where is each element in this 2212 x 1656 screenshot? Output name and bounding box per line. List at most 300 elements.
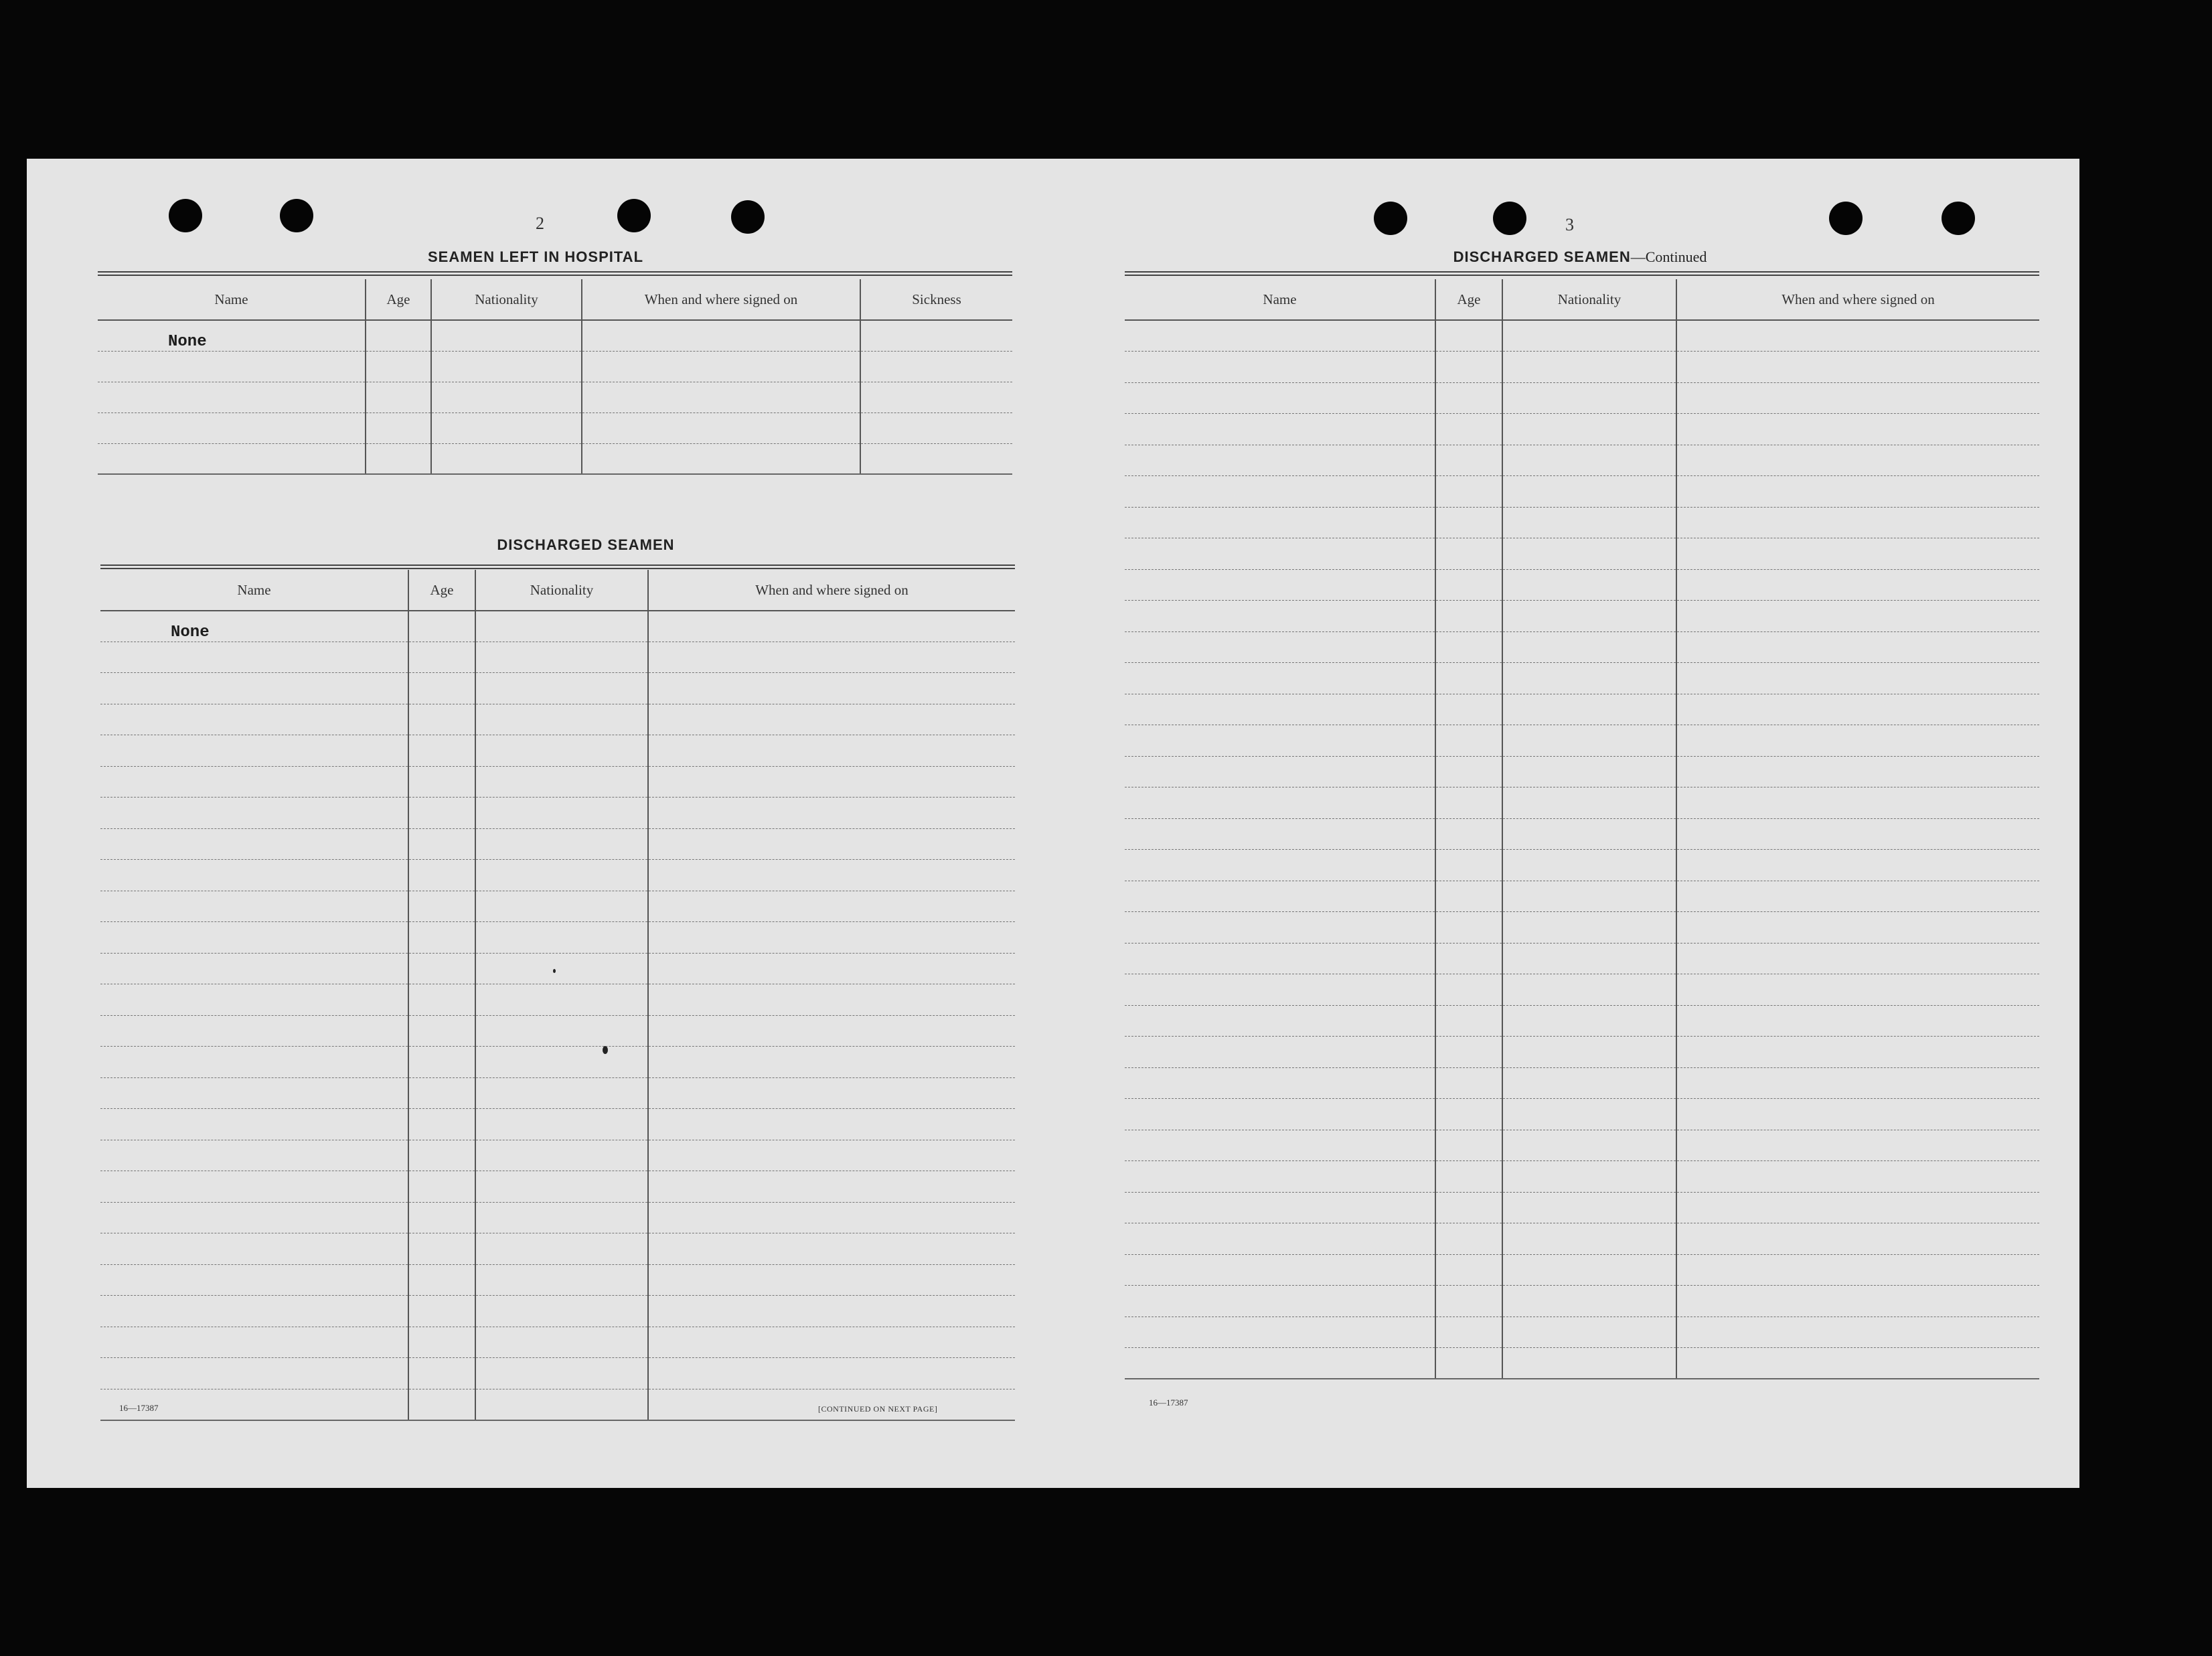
table-cell xyxy=(475,1264,648,1296)
table-row xyxy=(100,1233,1015,1265)
table-cell xyxy=(1125,538,1435,570)
table-cell xyxy=(475,984,648,1016)
column-header-name: Name xyxy=(98,279,366,320)
table-cell xyxy=(100,1358,408,1389)
table-cell xyxy=(1125,881,1435,912)
table-cell xyxy=(1125,1286,1435,1317)
table-cell xyxy=(475,1015,648,1047)
table-row xyxy=(1125,1286,2039,1317)
discharged-top-rule xyxy=(100,564,1015,569)
table-row xyxy=(100,953,1015,984)
table-row xyxy=(1125,569,2039,601)
table-row xyxy=(1125,1348,2039,1379)
table-cell xyxy=(1125,1254,1435,1286)
table-cell xyxy=(1435,1130,1502,1161)
table-cell xyxy=(1435,538,1502,570)
table-cell xyxy=(648,1358,1015,1389)
table-cell xyxy=(648,828,1015,860)
table-cell xyxy=(1125,1037,1435,1068)
table-cell xyxy=(475,704,648,735)
page-number-left: 2 xyxy=(536,214,544,233)
table-row xyxy=(1125,601,2039,632)
table-cell xyxy=(475,891,648,922)
punch-hole xyxy=(169,199,202,232)
table-cell xyxy=(1676,414,2039,445)
table-cell xyxy=(1125,569,1435,601)
table-row xyxy=(100,922,1015,954)
table-cell xyxy=(1676,507,2039,538)
table-cell xyxy=(1676,601,2039,632)
table-cell xyxy=(1435,943,1502,974)
table-cell xyxy=(1502,725,1676,757)
table-cell xyxy=(1435,725,1502,757)
table-cell xyxy=(475,922,648,954)
table-cell xyxy=(1125,1316,1435,1348)
table-row xyxy=(1125,912,2039,944)
table-row xyxy=(100,891,1015,922)
table-row xyxy=(100,828,1015,860)
table-cell xyxy=(475,735,648,767)
table-cell xyxy=(408,1140,475,1171)
table-cell xyxy=(475,798,648,829)
table-cell xyxy=(1502,1286,1676,1317)
table-cell xyxy=(648,798,1015,829)
punch-hole xyxy=(731,200,765,234)
table-cell xyxy=(1502,1037,1676,1068)
table-cell xyxy=(1502,850,1676,881)
table-cell xyxy=(1125,663,1435,694)
table-cell xyxy=(648,1264,1015,1296)
table-cell xyxy=(408,828,475,860)
table-row xyxy=(100,860,1015,891)
table-cell xyxy=(648,922,1015,954)
table-cell xyxy=(100,1047,408,1078)
table-cell xyxy=(648,1202,1015,1233)
table-cell xyxy=(1125,1067,1435,1099)
table-cell xyxy=(475,1358,648,1389)
table-cell xyxy=(1502,320,1676,352)
table-cell xyxy=(648,673,1015,704)
table-cell xyxy=(1502,507,1676,538)
table-cell xyxy=(1435,881,1502,912)
table-cell xyxy=(1502,476,1676,508)
table-cell xyxy=(1676,1192,2039,1223)
table-cell xyxy=(408,735,475,767)
table-row xyxy=(1125,943,2039,974)
table-cell xyxy=(100,922,408,954)
table-cell xyxy=(1502,1223,1676,1255)
table-cell xyxy=(1502,1254,1676,1286)
table-cell xyxy=(1676,756,2039,787)
punch-hole xyxy=(1493,202,1526,235)
table-row xyxy=(98,443,1012,474)
table-cell xyxy=(1435,1192,1502,1223)
table-cell xyxy=(1676,663,2039,694)
table-cell xyxy=(1125,912,1435,944)
table-cell xyxy=(408,1233,475,1265)
column-header-sickness: Sickness xyxy=(860,279,1012,320)
column-header-age: Age xyxy=(1435,279,1502,320)
table-cell xyxy=(648,1171,1015,1203)
table-cell xyxy=(1676,1286,2039,1317)
table-cell xyxy=(100,1264,408,1296)
table-cell xyxy=(1676,476,2039,508)
table-header-row xyxy=(100,570,1015,611)
table-cell xyxy=(408,1327,475,1358)
column-header-nationality: Nationality xyxy=(431,279,582,320)
column-header-name: Name xyxy=(1125,279,1435,320)
table-row xyxy=(1125,694,2039,725)
table-cell xyxy=(1125,1348,1435,1379)
table-cell xyxy=(100,1140,408,1171)
table-cell xyxy=(1125,1005,1435,1037)
table-cell xyxy=(1435,1286,1502,1317)
table-cell xyxy=(475,953,648,984)
table-cell xyxy=(648,1015,1015,1047)
table-cell xyxy=(1502,538,1676,570)
discharged-continued-table xyxy=(1125,279,2039,1379)
table-cell xyxy=(1502,974,1676,1006)
table-cell xyxy=(475,1077,648,1109)
table-row xyxy=(98,320,1012,351)
table-cell xyxy=(1676,569,2039,601)
table-cell xyxy=(1676,1348,2039,1379)
continued-note: [CONTINUED ON NEXT PAGE] xyxy=(818,1404,938,1414)
table-cell xyxy=(408,1109,475,1140)
table-cell xyxy=(1435,382,1502,414)
table-cell xyxy=(1125,725,1435,757)
table-cell xyxy=(1676,1099,2039,1130)
table-cell xyxy=(1676,912,2039,944)
table-cell xyxy=(1125,476,1435,508)
table-cell xyxy=(648,953,1015,984)
table-cell xyxy=(1125,1130,1435,1161)
discharged-section-title: DISCHARGED SEAMEN xyxy=(497,536,675,553)
table-row xyxy=(1125,1037,2039,1068)
table-cell xyxy=(1502,787,1676,819)
table-row xyxy=(98,412,1012,443)
table-cell xyxy=(1435,974,1502,1006)
table-cell xyxy=(475,1389,648,1420)
table-row xyxy=(100,1047,1015,1078)
table-cell xyxy=(1435,756,1502,787)
table-cell xyxy=(1435,414,1502,445)
table-cell xyxy=(1125,631,1435,663)
punch-hole xyxy=(1942,202,1975,235)
table-cell xyxy=(648,1233,1015,1265)
table-row xyxy=(100,735,1015,767)
table-cell xyxy=(1676,850,2039,881)
table-cell xyxy=(1676,352,2039,383)
table-cell xyxy=(475,1140,648,1171)
table-cell xyxy=(1435,850,1502,881)
column-header-nationality: Nationality xyxy=(475,570,648,611)
table-cell xyxy=(1676,725,2039,757)
hospital-top-rule xyxy=(98,271,1012,276)
discharged-continued-title xyxy=(1145,248,2015,266)
punch-hole xyxy=(280,199,313,232)
table-row xyxy=(1125,414,2039,445)
table-row xyxy=(100,766,1015,798)
table-cell xyxy=(1435,1037,1502,1068)
table-row xyxy=(1125,1254,2039,1286)
table-row xyxy=(1125,974,2039,1006)
table-row xyxy=(1125,1192,2039,1223)
table-cell xyxy=(648,1077,1015,1109)
table-cell xyxy=(1435,320,1502,352)
table-cell xyxy=(100,1296,408,1327)
punch-hole xyxy=(1374,202,1407,235)
table-row xyxy=(100,1171,1015,1203)
table-row xyxy=(1125,818,2039,850)
table-cell xyxy=(1125,787,1435,819)
table-cell xyxy=(1125,694,1435,725)
table-cell xyxy=(1435,507,1502,538)
table-row xyxy=(100,1358,1015,1389)
table-cell xyxy=(1676,787,2039,819)
table-cell xyxy=(648,984,1015,1016)
table-row xyxy=(100,673,1015,704)
table-cell xyxy=(1502,1192,1676,1223)
table-cell xyxy=(648,766,1015,798)
title-suffix: —Continued xyxy=(1630,248,1707,265)
table-cell xyxy=(408,1047,475,1078)
table-cell xyxy=(1676,1254,2039,1286)
table-cell xyxy=(408,704,475,735)
table-cell xyxy=(1676,320,2039,352)
table-row xyxy=(1125,1316,2039,1348)
table-row xyxy=(1125,756,2039,787)
table-row xyxy=(98,382,1012,412)
table-cell xyxy=(648,1327,1015,1358)
table-row xyxy=(100,1140,1015,1171)
table-cell xyxy=(1502,1130,1676,1161)
table-cell xyxy=(1502,569,1676,601)
table-cell xyxy=(100,673,408,704)
table-row xyxy=(1125,320,2039,352)
table-cell xyxy=(1125,818,1435,850)
table-cell xyxy=(1676,1161,2039,1193)
table-cell xyxy=(1502,414,1676,445)
table-row xyxy=(100,798,1015,829)
table-cell xyxy=(1502,881,1676,912)
table-cell xyxy=(1435,1067,1502,1099)
table-cell xyxy=(1502,1316,1676,1348)
table-cell xyxy=(1435,1316,1502,1348)
table-cell xyxy=(648,1047,1015,1078)
table-cell xyxy=(1502,352,1676,383)
table-cell xyxy=(100,1109,408,1140)
table-cell xyxy=(1676,382,2039,414)
table-cell xyxy=(1435,694,1502,725)
table-cell xyxy=(1502,694,1676,725)
column-header-name: Name xyxy=(100,570,408,611)
document-sheet xyxy=(27,159,2079,1488)
table-cell xyxy=(1502,1099,1676,1130)
table-cell xyxy=(648,1140,1015,1171)
table-cell xyxy=(1125,943,1435,974)
table-cell xyxy=(1435,787,1502,819)
table-row xyxy=(1125,1067,2039,1099)
table-cell xyxy=(1502,1005,1676,1037)
table-cell xyxy=(1125,1099,1435,1130)
table-row xyxy=(100,984,1015,1016)
table-cell xyxy=(408,1264,475,1296)
table-cell xyxy=(1435,912,1502,944)
table-cell xyxy=(475,1047,648,1078)
table-cell xyxy=(1125,756,1435,787)
table-cell xyxy=(100,704,408,735)
table-cell xyxy=(408,860,475,891)
column-header-nationality: Nationality xyxy=(1502,279,1676,320)
table-row xyxy=(98,351,1012,382)
table-cell xyxy=(1435,445,1502,476)
table-cell xyxy=(648,1296,1015,1327)
table-cell xyxy=(408,1296,475,1327)
table-cell xyxy=(1502,756,1676,787)
table-cell xyxy=(1435,1099,1502,1130)
table-cell xyxy=(1676,818,2039,850)
table-cell xyxy=(1125,352,1435,383)
column-header-age: Age xyxy=(408,570,475,611)
table-cell xyxy=(1502,631,1676,663)
table-cell xyxy=(1676,694,2039,725)
table-cell xyxy=(1435,1161,1502,1193)
column-header-signed-on: When and where signed on xyxy=(582,279,860,320)
table-row xyxy=(100,1202,1015,1233)
table-cell xyxy=(100,1077,408,1109)
table-row xyxy=(1125,1161,2039,1193)
table-cell xyxy=(1435,601,1502,632)
table-cell xyxy=(475,1233,648,1265)
table-cell xyxy=(1125,974,1435,1006)
form-number-right: 16—17387 xyxy=(1149,1398,1188,1408)
table-row xyxy=(100,1015,1015,1047)
table-cell xyxy=(1676,1130,2039,1161)
table-cell xyxy=(100,1202,408,1233)
table-cell xyxy=(1676,1037,2039,1068)
table-cell xyxy=(1676,974,2039,1006)
table-cell xyxy=(100,1015,408,1047)
table-row xyxy=(1125,850,2039,881)
table-cell xyxy=(1676,631,2039,663)
table-row xyxy=(1125,1099,2039,1130)
table-cell xyxy=(1435,476,1502,508)
table-cell xyxy=(1676,538,2039,570)
table-cell xyxy=(1435,1223,1502,1255)
table-header-row xyxy=(98,279,1012,320)
table-cell xyxy=(100,828,408,860)
table-cell xyxy=(1676,1223,2039,1255)
table-row xyxy=(100,1077,1015,1109)
table-row xyxy=(1125,725,2039,757)
table-cell xyxy=(1502,382,1676,414)
form-number-left: 16—17387 xyxy=(119,1403,159,1413)
table-row xyxy=(100,1296,1015,1327)
table-cell xyxy=(475,1202,648,1233)
table-cell xyxy=(1502,1348,1676,1379)
table-cell xyxy=(648,1109,1015,1140)
table-cell xyxy=(475,673,648,704)
table-cell xyxy=(100,798,408,829)
table-cell xyxy=(1125,320,1435,352)
column-header-signed-on: When and where signed on xyxy=(648,570,1015,611)
table-row xyxy=(100,642,1015,673)
table-cell xyxy=(1125,1192,1435,1223)
table-row xyxy=(1125,881,2039,912)
table-cell xyxy=(475,1296,648,1327)
table-cell xyxy=(408,673,475,704)
page-number-right: 3 xyxy=(1565,215,1574,234)
hospital-section-title: SEAMEN LEFT IN HOSPITAL xyxy=(427,248,644,265)
table-cell xyxy=(648,860,1015,891)
table-cell xyxy=(408,953,475,984)
table-cell xyxy=(100,891,408,922)
table-row xyxy=(100,611,1015,642)
table-cell xyxy=(1125,414,1435,445)
table-row xyxy=(100,1264,1015,1296)
table-cell xyxy=(475,766,648,798)
table-cell xyxy=(475,1109,648,1140)
table-row xyxy=(1125,663,2039,694)
table-cell xyxy=(408,1358,475,1389)
table-cell xyxy=(1676,1067,2039,1099)
right-top-rule xyxy=(1125,271,2039,276)
table-cell xyxy=(1435,1254,1502,1286)
table-cell xyxy=(1125,382,1435,414)
entry-name: None xyxy=(100,611,408,642)
table-cell xyxy=(100,984,408,1016)
table-cell xyxy=(1502,912,1676,944)
table-cell xyxy=(1502,818,1676,850)
table-cell xyxy=(1676,1316,2039,1348)
table-cell xyxy=(408,1389,475,1420)
table-cell xyxy=(100,766,408,798)
table-cell xyxy=(1502,601,1676,632)
table-cell xyxy=(1502,943,1676,974)
table-cell xyxy=(100,953,408,984)
table-cell xyxy=(408,1202,475,1233)
table-cell xyxy=(1125,601,1435,632)
table-row xyxy=(1125,538,2039,570)
table-row xyxy=(1125,445,2039,476)
table-cell xyxy=(100,642,408,673)
table-cell xyxy=(475,642,648,673)
table-cell xyxy=(100,1233,408,1265)
punch-hole xyxy=(1829,202,1863,235)
table-cell xyxy=(100,735,408,767)
punch-hole xyxy=(617,199,651,232)
table-cell xyxy=(408,642,475,673)
entry-name: None xyxy=(98,320,366,351)
table-cell xyxy=(648,735,1015,767)
discharged-table xyxy=(100,570,1015,1421)
table-row xyxy=(1125,1130,2039,1161)
table-cell xyxy=(1676,445,2039,476)
table-row xyxy=(100,1327,1015,1358)
table-cell xyxy=(1435,1348,1502,1379)
table-cell xyxy=(1125,1223,1435,1255)
table-row xyxy=(1125,476,2039,508)
table-cell xyxy=(408,766,475,798)
table-cell xyxy=(1125,507,1435,538)
table-cell xyxy=(648,891,1015,922)
table-cell xyxy=(1125,1161,1435,1193)
table-cell xyxy=(475,860,648,891)
table-row xyxy=(100,704,1015,735)
table-cell xyxy=(475,828,648,860)
table-cell xyxy=(100,1327,408,1358)
